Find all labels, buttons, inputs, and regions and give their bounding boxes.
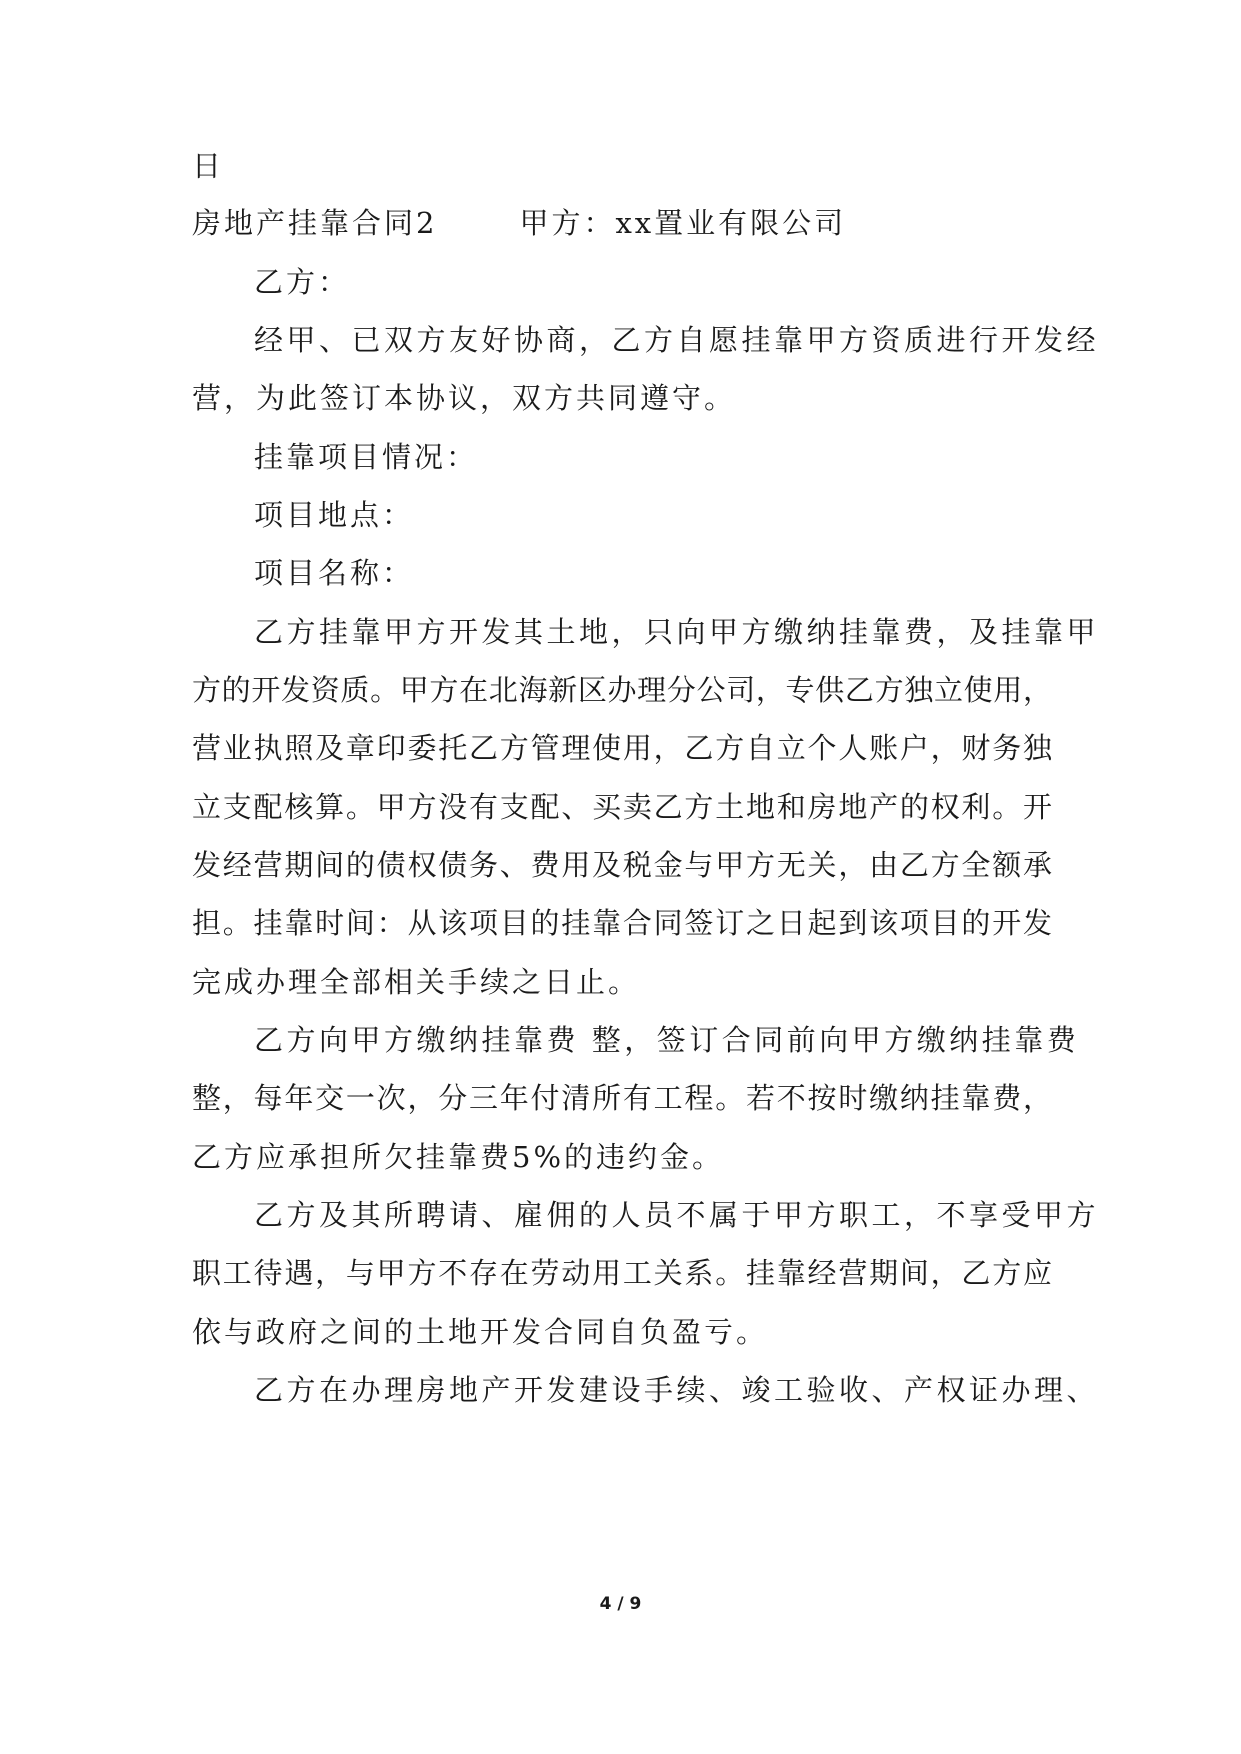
document-title: 房地产挂靠合同2 xyxy=(192,206,438,240)
intro-line-1: 经甲、已双方友好协商，乙方自愿挂靠甲方资质进行开发经 xyxy=(254,323,1100,357)
para3-line-2: 职工待遇，与甲方不存在劳动用工关系。挂靠经营期间，乙方应 xyxy=(192,1256,1052,1290)
project-heading: 挂靠项目情况： xyxy=(254,440,479,474)
para1-line-6: 担。挂靠时间：从该项目的挂靠合同签订之日起到该项目的开发 xyxy=(192,906,1052,940)
para1-line-1: 乙方挂靠甲方开发其土地，只向甲方缴纳挂靠费，及挂靠甲 xyxy=(254,615,1100,649)
para2-line-1: 乙方向甲方缴纳挂靠费 整，签订合同前向甲方缴纳挂靠费 xyxy=(254,1023,1080,1057)
para1-line-5: 发经营期间的债权债务、费用及税金与甲方无关，由乙方全额承 xyxy=(192,848,1052,882)
para1-line-2: 方的开发资质。甲方在北海新区办理分公司，专供乙方独立使用， xyxy=(192,673,1052,707)
party-a: 甲方：xx置业有限公司 xyxy=(519,206,847,240)
para1-line-3: 营业执照及章印委托乙方管理使用，乙方自立个人账户，财务独 xyxy=(192,731,1052,765)
para3-line-3: 依与政府之间的土地开发合同自负盈亏。 xyxy=(192,1315,769,1349)
para2-line-3: 乙方应承担所欠挂靠费5%的违约金。 xyxy=(192,1140,725,1174)
para3-line-1: 乙方及其所聘请、雇佣的人员不属于甲方职工，不享受甲方 xyxy=(254,1198,1100,1232)
intro-line-2: 营，为此签订本协议，双方共同遵守。 xyxy=(192,381,737,415)
para1-line-7: 完成办理全部相关手续之日止。 xyxy=(192,965,641,999)
para4-line-1: 乙方在办理房地产开发建设手续、竣工验收、产权证办理、 xyxy=(254,1373,1100,1407)
project-name: 项目名称： xyxy=(254,556,415,590)
title-line xyxy=(192,203,846,243)
para2-line-2: 整，每年交一次，分三年付清所有工程。若不按时缴纳挂靠费， xyxy=(192,1081,1052,1115)
party-b: 乙方： xyxy=(254,265,351,299)
page-number: 4 / 9 xyxy=(599,1594,642,1614)
top-fragment: 日 xyxy=(192,149,225,183)
project-location: 项目地点： xyxy=(254,498,415,532)
para1-line-4: 立支配核算。甲方没有支配、买卖乙方土地和房地产的权利。开 xyxy=(192,790,1052,824)
